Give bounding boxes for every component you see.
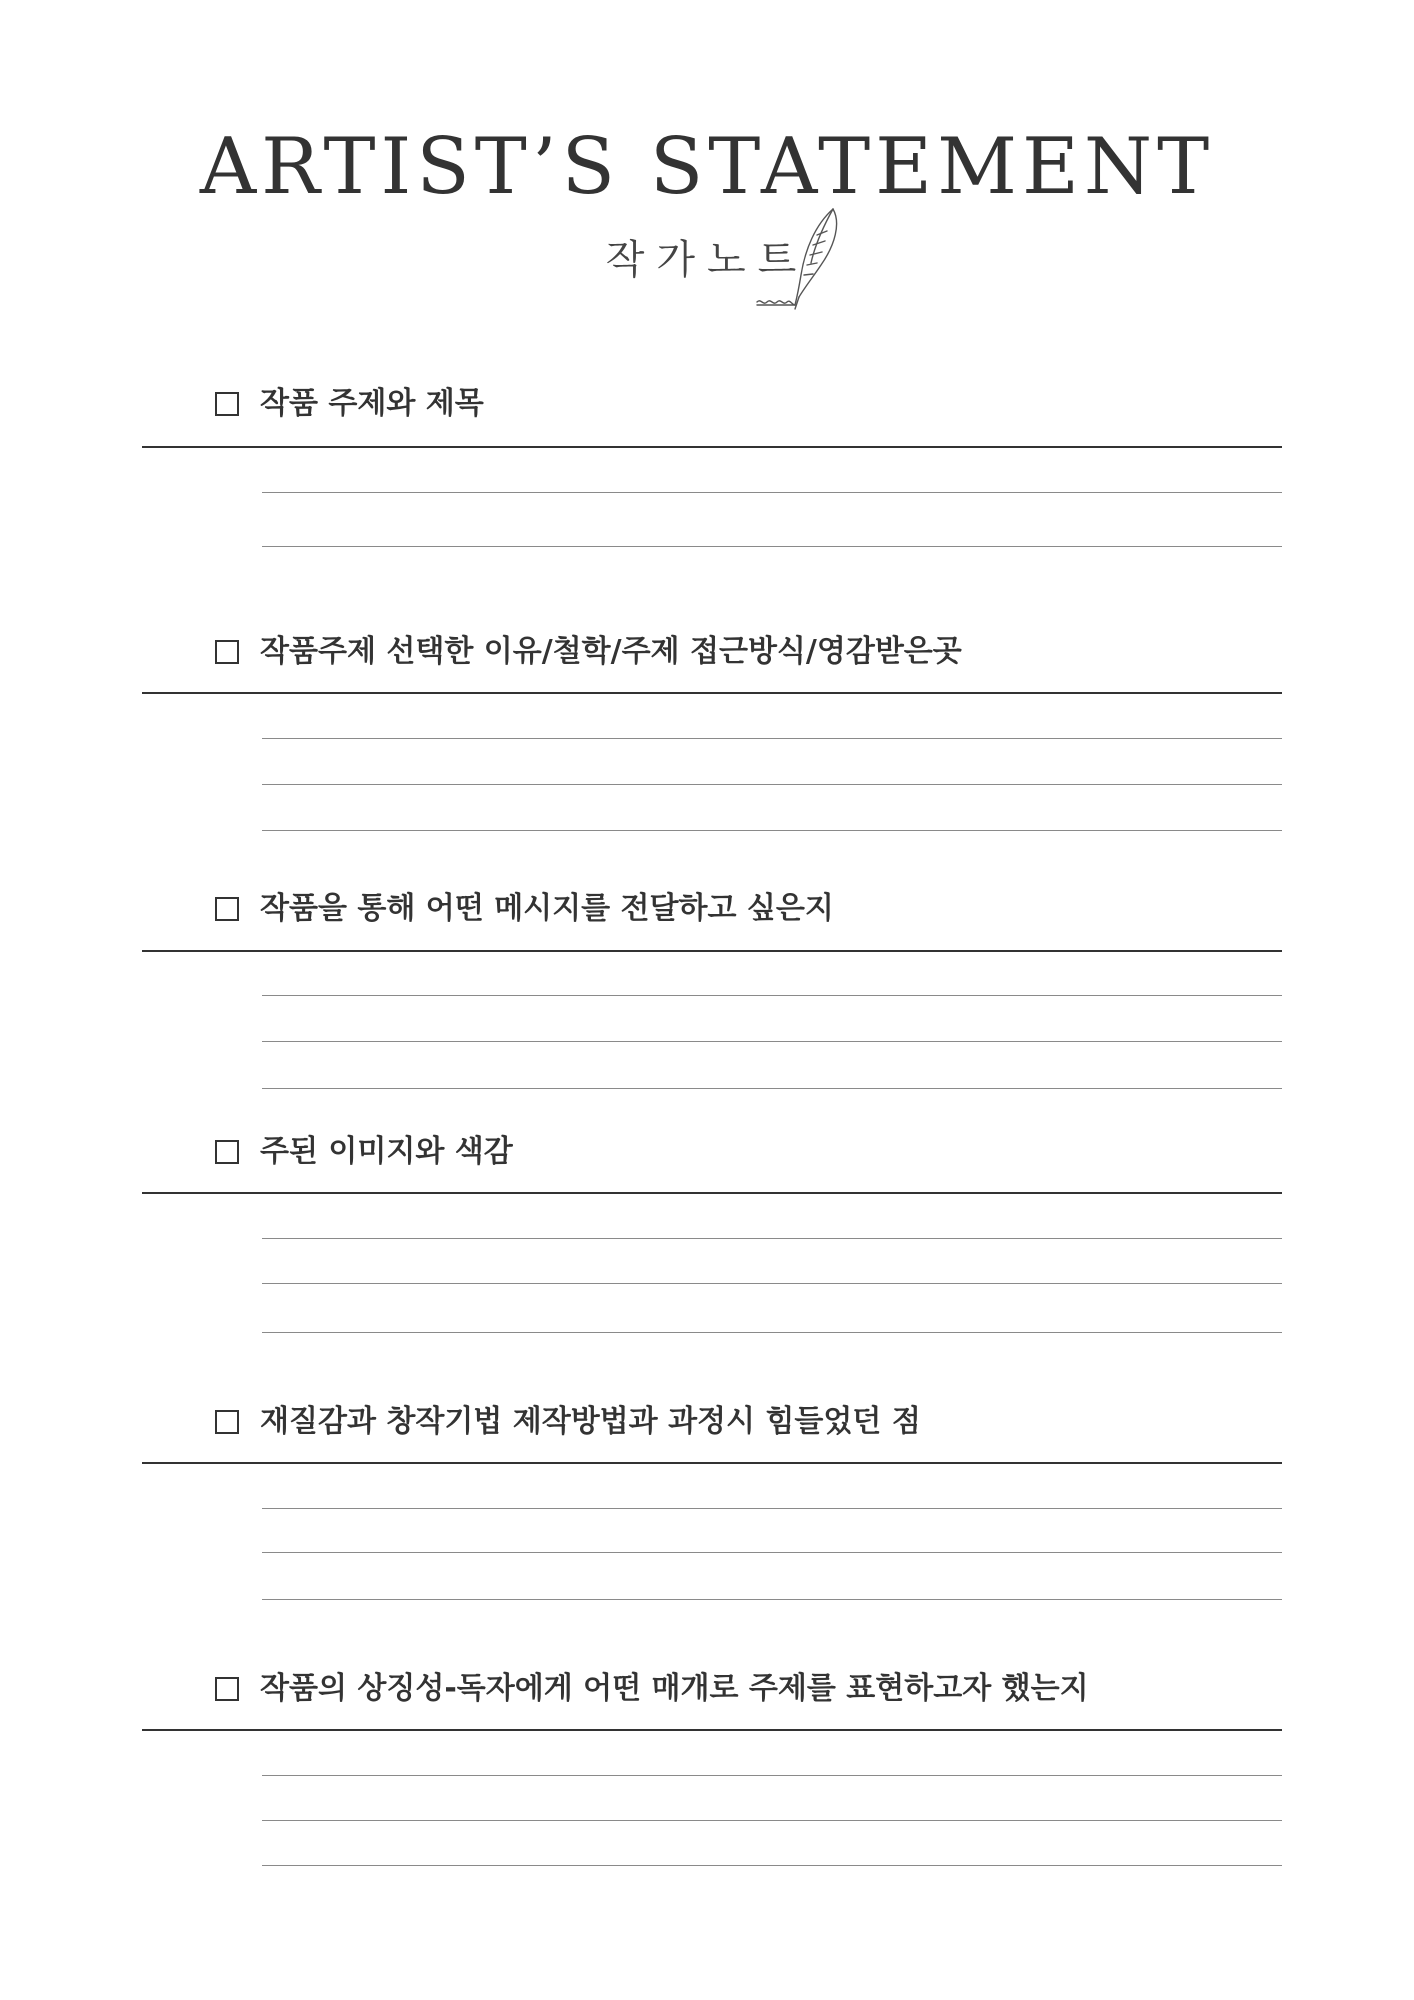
- writing-line[interactable]: [262, 1088, 1282, 1089]
- section-heading: 주된 이미지와 색감: [260, 1134, 513, 1169]
- section-divider: [142, 1729, 1282, 1731]
- writing-line[interactable]: [262, 1041, 1282, 1042]
- writing-line[interactable]: [262, 1820, 1282, 1821]
- writing-line[interactable]: [262, 738, 1282, 739]
- section-checkbox[interactable]: [215, 1140, 239, 1164]
- section-checkbox[interactable]: [215, 640, 239, 664]
- writing-line[interactable]: [262, 784, 1282, 785]
- section-checkbox[interactable]: [215, 897, 239, 921]
- quill-pen-icon: [755, 205, 850, 315]
- writing-line[interactable]: [262, 1283, 1282, 1284]
- writing-line[interactable]: [262, 830, 1282, 831]
- section-divider: [142, 446, 1282, 448]
- section-divider: [142, 950, 1282, 952]
- page-title: ARTIST’S STATEMENT: [199, 122, 1215, 212]
- section-heading: 작품주제 선택한 이유/철학/주제 접근방식/영감받은곳: [260, 634, 962, 669]
- writing-line[interactable]: [262, 995, 1282, 996]
- section-divider: [142, 1462, 1282, 1464]
- section-heading: 작품을 통해 어떤 메시지를 전달하고 싶은지: [260, 891, 834, 926]
- section-divider: [142, 1192, 1282, 1194]
- section-checkbox[interactable]: [215, 392, 239, 416]
- section-checkbox[interactable]: [215, 1677, 239, 1701]
- writing-line[interactable]: [262, 1238, 1282, 1239]
- writing-line[interactable]: [262, 1332, 1282, 1333]
- section-checkbox[interactable]: [215, 1410, 239, 1434]
- section-heading: 작품의 상징성-독자에게 어떤 매개로 주제를 표현하고자 했는지: [260, 1671, 1089, 1706]
- page-subtitle: 작가노트: [605, 237, 809, 283]
- section-heading: 재질감과 창작기법 제작방법과 과정시 힘들었던 점: [260, 1404, 921, 1439]
- section-heading: 작품 주제와 제목: [260, 386, 484, 421]
- writing-line[interactable]: [262, 1865, 1282, 1866]
- writing-line[interactable]: [262, 1552, 1282, 1553]
- writing-line[interactable]: [262, 1508, 1282, 1509]
- writing-line[interactable]: [262, 492, 1282, 493]
- section-divider: [142, 692, 1282, 694]
- writing-line[interactable]: [262, 1599, 1282, 1600]
- writing-line[interactable]: [262, 1775, 1282, 1776]
- writing-line[interactable]: [262, 546, 1282, 547]
